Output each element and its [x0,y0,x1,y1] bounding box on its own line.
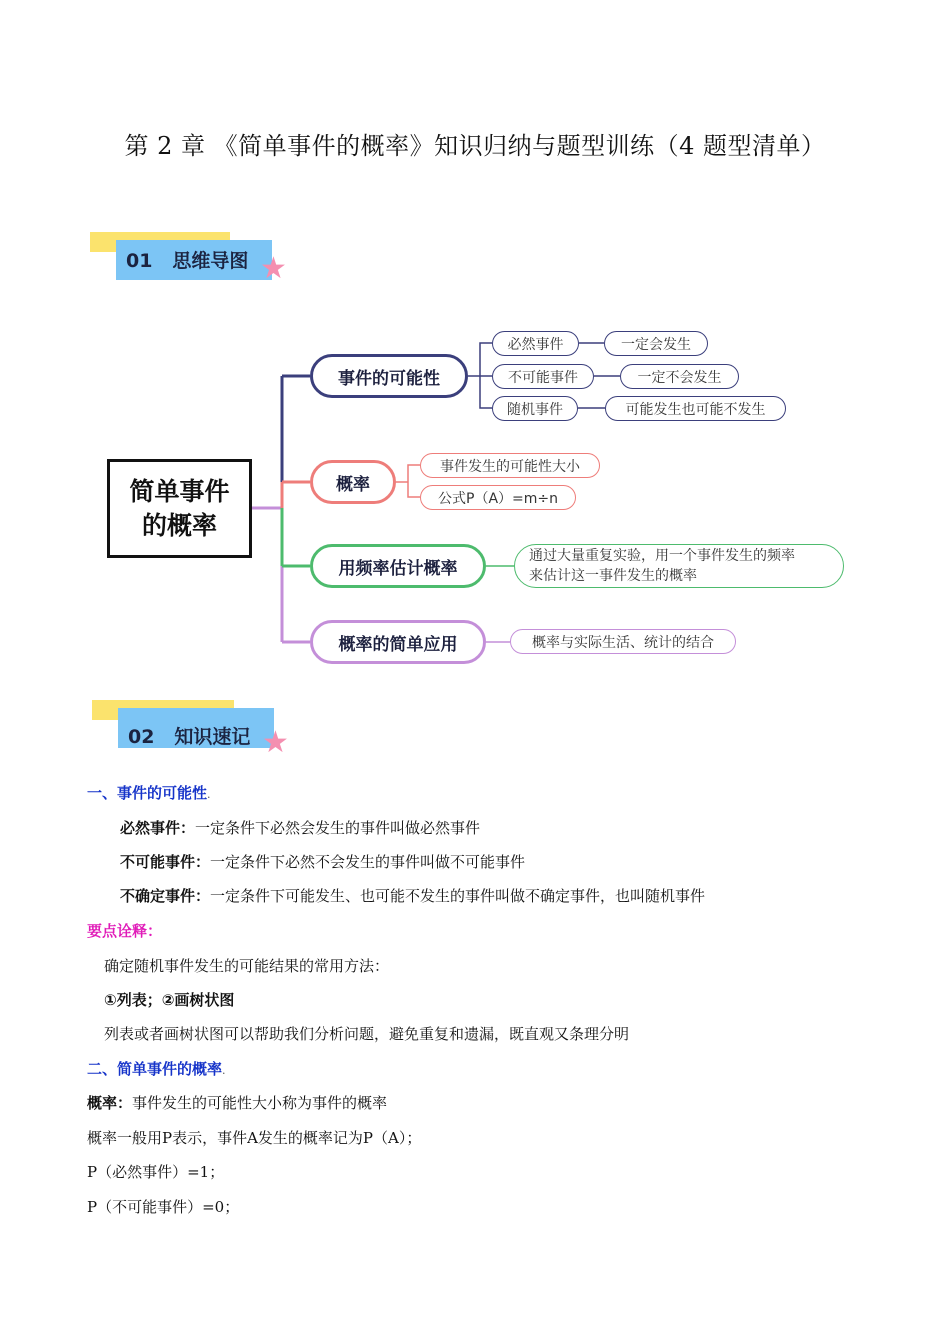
definition-certain [120,817,480,838]
term: 不可能事件： [120,853,211,871]
branch-label: 概率的简单应用 [338,634,458,655]
leaf-label: 一定不会发生 [637,369,722,386]
leaf-label: 一定会发生 [621,336,691,353]
branch-label: 用频率估计概率 [338,558,458,579]
leaf-label: 随机事件 [507,401,563,418]
star-icon: ★ [260,251,287,286]
branch-label: 事件的可能性 [338,368,440,389]
leaf-label: 必然事件 [507,336,564,353]
leaf-impossible-event-desc [620,364,739,389]
page-title: 第 2 章 《简单事件的概率》知识归纳与题型训练（4 题型清单） [124,132,826,160]
leaf-label: 来估计这一事件发生的概率 [529,568,697,584]
leaf-certain-event [492,331,579,356]
section-number: 01 [126,250,153,272]
term: 不确定事件： [120,887,211,905]
leaf-label: 公式P（A）=m÷n [438,490,558,507]
section-badge-notes [92,700,302,764]
branch-probability [310,460,396,504]
definition: 事件发生的可能性大小称为事件的概率 [132,1094,388,1112]
heading-simple-probability [87,1058,226,1079]
badge-label [128,722,250,749]
probability-notation: 概率一般用P表示，事件A发生的概率记为P（A）； [87,1129,422,1147]
heading-possibility [87,782,211,803]
branch-frequency [310,544,486,588]
definition: 一定条件下必然不会发生的事件叫做不可能事件 [210,853,526,871]
heading-dot: . [222,1064,226,1077]
leaf-label: 概率与实际生活、统计的结合 [532,634,714,651]
leaf-label: 不可能事件 [508,369,578,386]
leaf-application-desc [510,629,736,654]
branch-possibility [310,354,468,398]
key-point-2: ①列表；②画树状图 [104,991,235,1009]
definition: 一定条件下必然会发生的事件叫做必然事件 [195,819,481,837]
heading-dot: . [207,788,211,801]
leaf-label: 可能发生也可能不发生 [625,401,766,418]
certain-event-probability: P（必然事件）=1； [87,1163,225,1181]
section-number: 02 [128,726,155,748]
star-icon: ★ [262,725,289,760]
definition-impossible [120,851,525,872]
impossible-event-probability: P（不可能事件）=0； [87,1198,240,1216]
key-point-1: 确定随机事件发生的可能结果的常用方法： [104,957,390,975]
leaf-probability-def [420,453,600,478]
key-point-3: 列表或者画树状图可以帮助我们分析问题，避免重复和遗漏，既直观又条理分明 [104,1025,630,1043]
key-points-heading: 要点诠释： [87,922,163,940]
leaf-certain-event-desc [604,331,708,356]
leaf-random-event-desc [605,396,786,421]
leaf-label: 通过大量重复实验，用一个事件发生的频率 [529,548,795,564]
leaf-frequency-desc [514,544,844,588]
leaf-probability-formula [420,485,576,510]
branch-application [310,620,486,664]
heading-text: 二、简单事件的概率 [87,1060,223,1078]
definition-uncertain [120,885,705,906]
leaf-impossible-event [492,364,594,389]
leaf-random-event [492,396,578,421]
root-line-2: 的概率 [141,510,217,540]
section-name: 知识速记 [174,726,251,748]
heading-text: 一、事件的可能性 [87,784,208,802]
definition: 一定条件下可能发生、也可能不发生的事件叫做不确定事件，也叫随机事件 [210,887,706,905]
mindmap-root [107,459,252,558]
term: 必然事件： [120,819,196,837]
leaf-label: 事件发生的可能性大小 [440,458,580,475]
term: 概率： [87,1094,133,1112]
root-line-1: 简单事件 [129,476,230,506]
branch-label: 概率 [336,474,370,495]
section-name: 思维导图 [172,250,249,272]
probability-definition [87,1092,387,1113]
